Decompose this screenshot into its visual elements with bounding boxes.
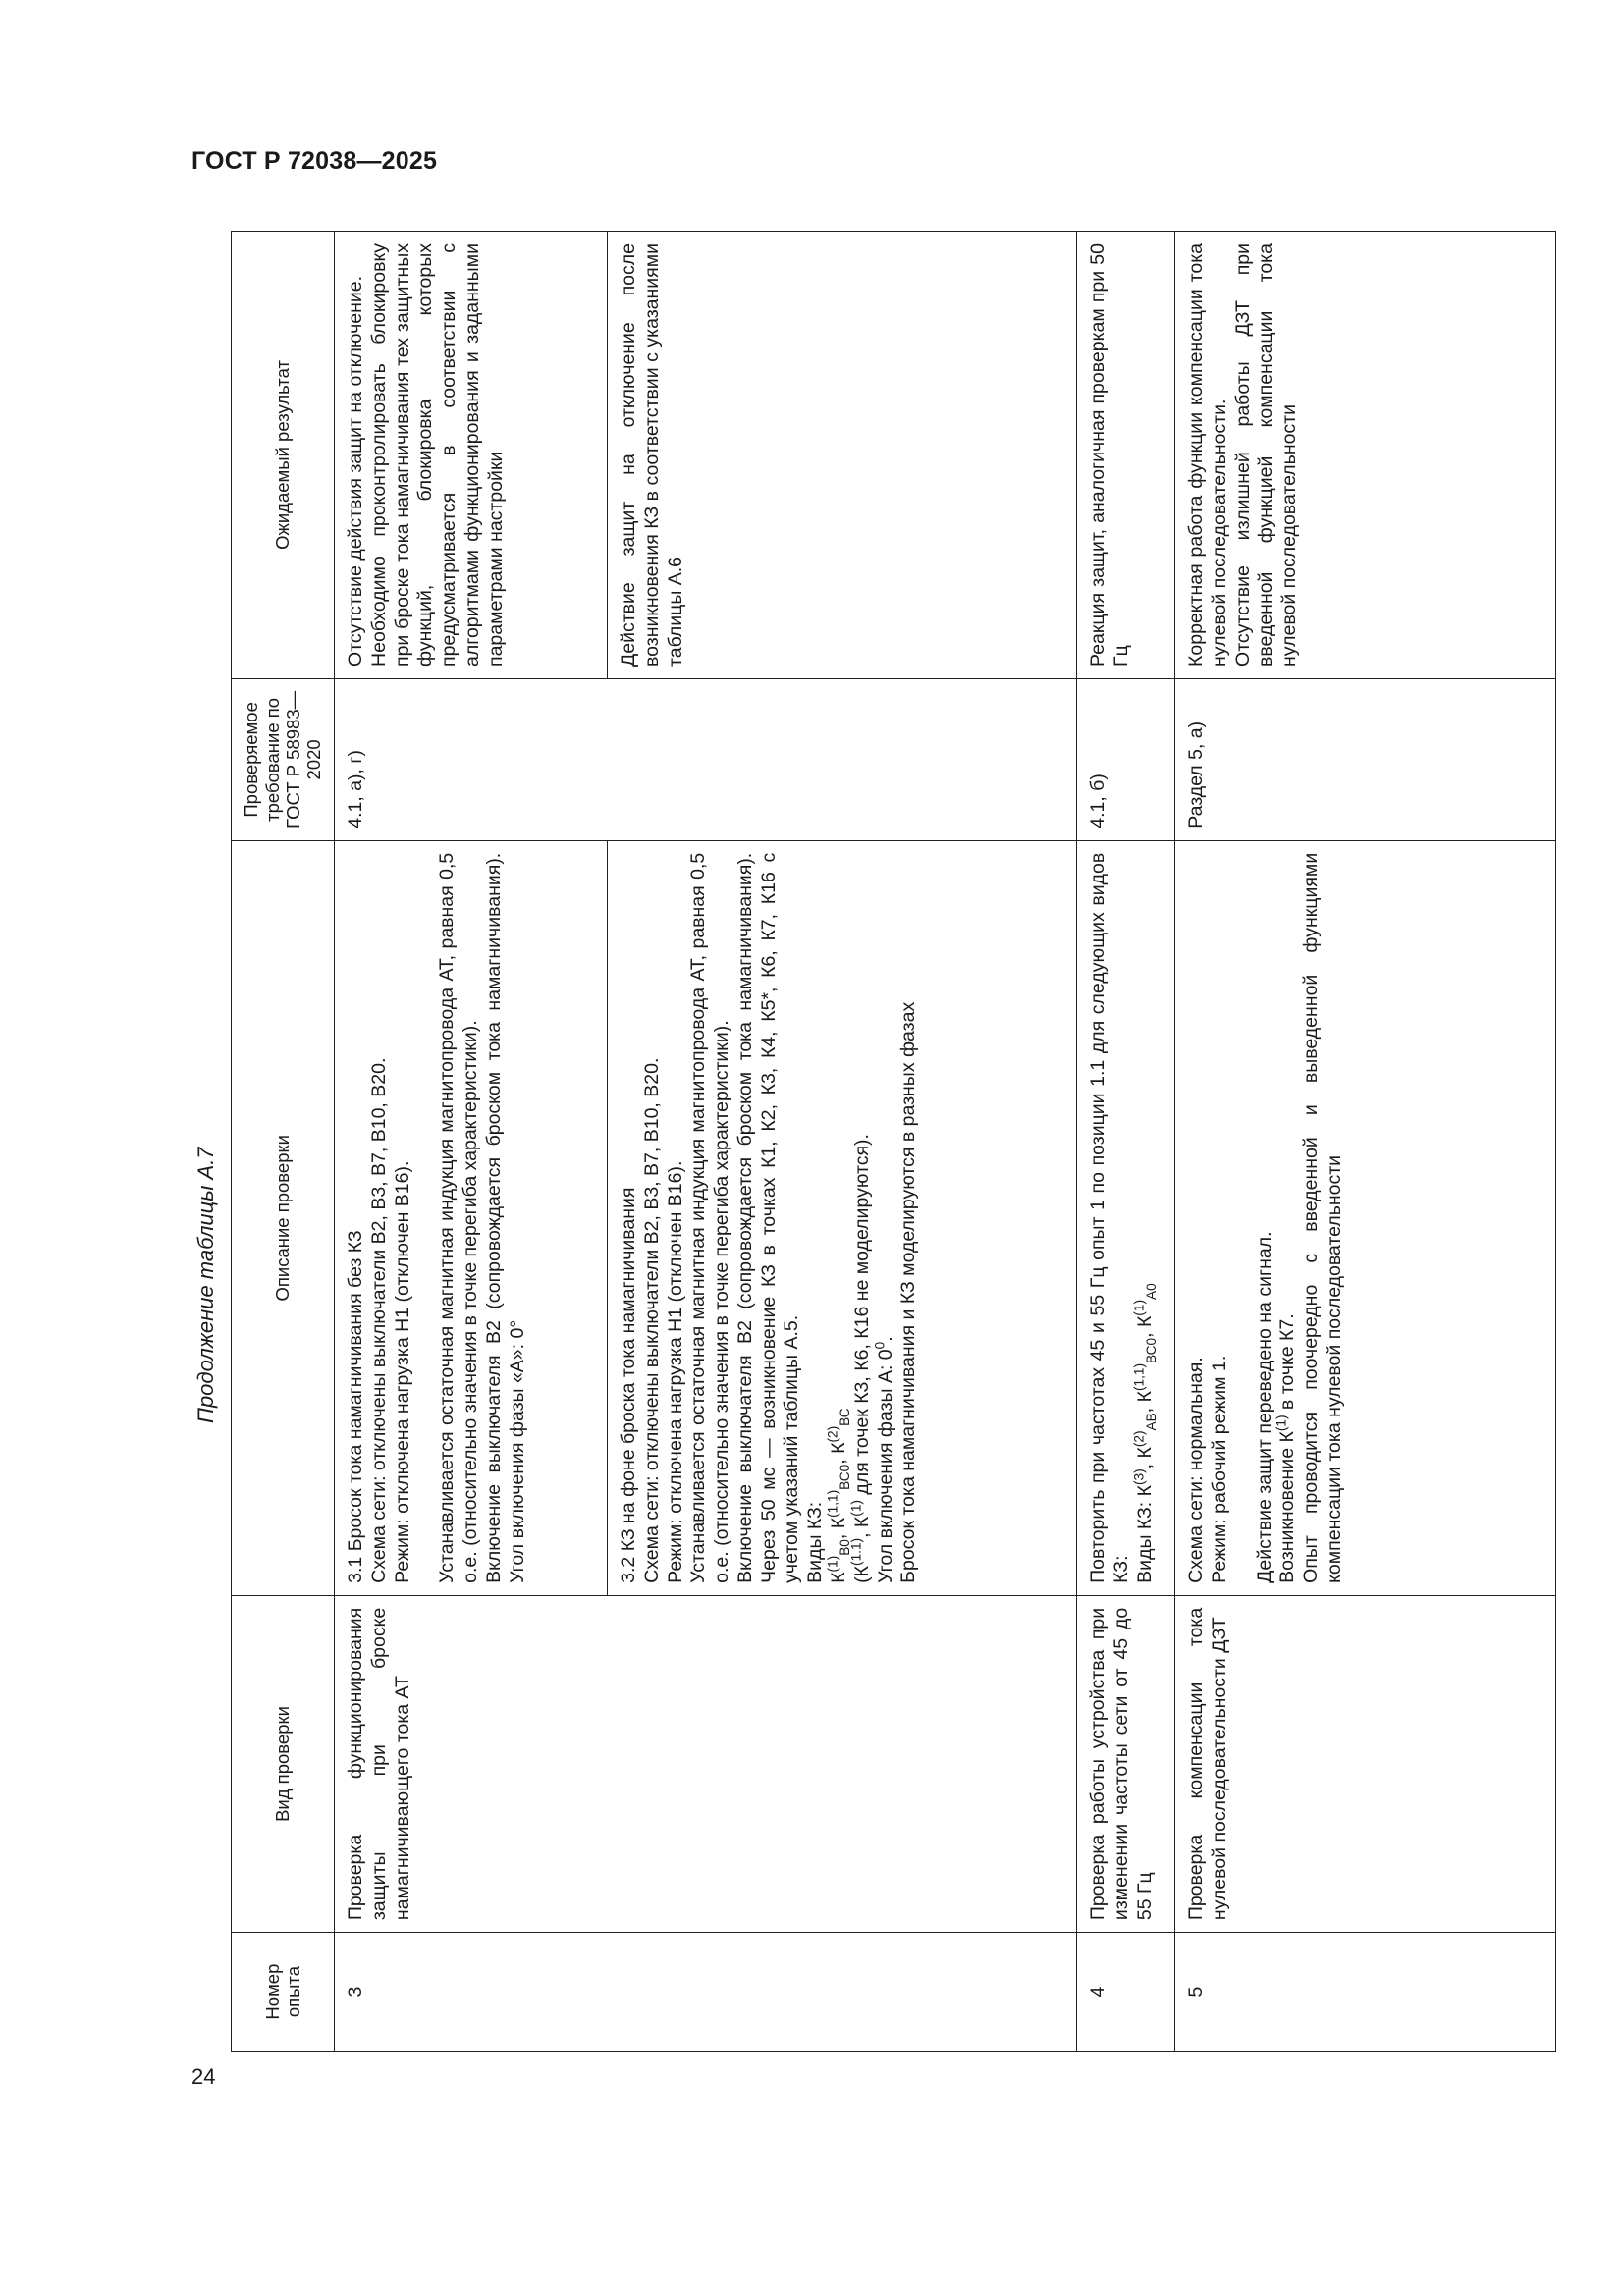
table-row [1077,232,1175,2052]
fault-text: , К [1133,1315,1156,1338]
fault-sup: (1) [825,1555,840,1573]
table-header-row [232,232,335,2052]
fault-sub: В0 [837,1539,852,1556]
desc-line: Режим: отключена нагрузка Н1 (отключен В16). [664,1160,686,1583]
test-type-text: Проверка работы устройства при изменении частоты сети от 45 до 55 Гц [1087,1607,1156,1921]
test-number: 3 [335,1933,1077,2052]
test-requirement: 4.1, б) [1077,678,1175,840]
desc-line: Режим: отключена нагрузка Н1 (отключен В16). [391,1160,413,1583]
test-type-text: Проверка компенсации тока нулевой последовательности ДЗТ [1185,1607,1230,1921]
fault-text: для точек К3, К6, К16 не моделируются). [850,1134,873,1501]
fault-sup: (1,1) [1131,1362,1147,1392]
angle-text: . [874,1336,896,1342]
fault-sup: (1) [1131,1300,1147,1316]
result-line: Действие защит на отключение после возникновения КЗ в соответствии с указаниями таблицы А.6 [618,243,686,667]
desc-line: 3.2 КЗ на фоне броска тока намагничивания [618,1187,639,1583]
page-number: 24 [191,2064,216,2089]
test-type [335,1595,1077,1932]
fault-sup: (3) [1131,1468,1147,1485]
fault-text: , К [850,1516,873,1538]
spacer [1232,853,1254,1583]
test-result [608,232,1077,679]
column-header-type: Вид проверки [232,1595,335,1932]
angle-text: Угол включения фазы А: 0 [874,1349,896,1583]
test-description [1175,840,1556,1595]
test-requirement: Раздел 5, а) [1175,678,1556,840]
test-result [335,232,608,679]
fault-sup: (2) [825,1425,840,1443]
desc-line: Режим: рабочий режим 1. [1208,1355,1230,1583]
fault-text: Виды КЗ: К [1133,1485,1156,1583]
test-requirement: 4.1, а), г) [335,678,1077,840]
fault-sub: А0 [1143,1283,1159,1301]
fault-sup: (1) [848,1500,864,1517]
fault-text: в точке К7. [1276,1313,1299,1415]
phase-angle-line [872,853,898,1583]
rotated-table-container [231,231,1556,2052]
desc-line: Включение выключателя В2 (сопровождается броском тока намагничивания). Через 50 мс — возникновение КЗ в точках К1, К2, К3, К4, К5*, К6, К7, К16 с учетом указаний таблицы А.5. [733,852,803,1583]
desc-line: Виды КЗ: [804,1501,827,1583]
result-line: Отсутствие действия защит на отключение. [345,275,366,667]
fault-text: Возникновение К [1276,1431,1299,1583]
table-caption-wrap [177,795,236,1423]
test-type-text: Проверка функционирования защиты при броске намагничивающего тока АТ [345,1607,413,1921]
column-header-result: Ожидаемый результат [232,232,335,679]
fault-sup: (1.1) [848,1537,864,1566]
document-header: ГОСТ Р 72038—2025 [191,147,438,175]
fault-text: (К [850,1565,873,1583]
test-result [1077,232,1175,679]
column-header-requirement: Проверяемое требование по ГОСТ Р 58983—2020 [232,678,335,840]
test-description [335,840,608,1595]
desc-line: Устанавливается остаточная магнитная индукция магнитопровода АТ, равная 0,5 о.е. (относительно значения в точке перегиба характеристики). [687,852,733,1583]
test-type [1077,1595,1175,1932]
result-line: Корректная работа функции компенсации тока нулевой последовательности. [1185,243,1230,667]
angle-sup: 0 [872,1341,888,1350]
test-number: 4 [1077,1933,1175,2052]
fault-text: , К [828,1517,850,1540]
fault-sup: (1) [1273,1415,1289,1432]
fault-text: , К [1133,1391,1156,1414]
desc-line: Действие защит переведено на сигнал. [1253,1231,1275,1583]
desc-line: Схема сети: отключены выключатели В2, В3, В7, В10, В20. [367,1057,390,1583]
desc-line: Включение выключателя В2 (сопровождается броском тока намагничивания). Угол включения фазы «А»: 0° [482,852,528,1583]
column-header-description: Описание проверки [232,840,335,1595]
fault-sub: ВС0 [837,1464,852,1490]
fault-point-line [1273,853,1300,1583]
desc-line: 3.1 Бросок тока намагничивания без КЗ [345,1230,366,1583]
fault-sup: (2) [1131,1430,1147,1448]
desc-line: Схема сети: нормальная. [1185,1357,1207,1583]
fault-exceptions-line [848,853,875,1583]
test-description [608,840,1077,1595]
fault-text: , К [828,1442,850,1465]
fault-types-line [825,853,852,1583]
table-caption: Продолжение таблицы А.7 [193,1147,218,1423]
fault-sub: ВС [837,1408,852,1426]
fault-types-line [1131,853,1159,1583]
desc-line: Бросок тока намагничивания и КЗ моделируются в разных фазах [897,1001,920,1583]
spacer [414,853,436,1583]
desc-line: Повторить при частотах 45 и 55 Гц опыт 1 по позиции 1.1 для следующих видов КЗ: [1087,852,1132,1583]
result-line: Необходимо проконтролировать блокировку при броске тока намагничивания тех защитных функций, блокировка которых предусматривается в соответствии с алгоритмами функционирования и заданными параметрами настройки [367,243,507,667]
desc-line: Устанавливается остаточная магнитная индукция магнитопровода АТ, равная 0,5 о.е. (относительно значения в точке перегиба характеристики). [436,852,482,1583]
test-table [231,231,1556,2052]
result-line: Реакция защит, аналогичная проверкам при 50 Гц [1087,243,1132,667]
fault-text: К [828,1572,850,1583]
test-number: 5 [1175,1933,1556,2052]
table-row [335,232,608,2052]
result-line: Отсутствие излишней работы ДЗТ при введенной функцией компенсации тока нулевой последовательности [1231,243,1301,667]
test-result [1175,232,1556,679]
fault-sup: (1,1) [825,1489,840,1518]
table-row [1175,232,1556,2052]
test-description [1077,840,1175,1595]
column-header-number: Номер опыта [232,1933,335,2052]
fault-text: , К [1133,1447,1156,1469]
fault-sub: АВ [1143,1413,1159,1431]
test-type [1175,1595,1556,1932]
desc-line: Опыт проводится поочередно с введенной и выведенной функциями компенсации тока нулевой последовательности [1300,852,1345,1583]
fault-sub: ВС0 [1143,1337,1159,1363]
desc-line: Схема сети: отключены выключатели В2, В3, В7, В10, В20. [640,1057,663,1583]
